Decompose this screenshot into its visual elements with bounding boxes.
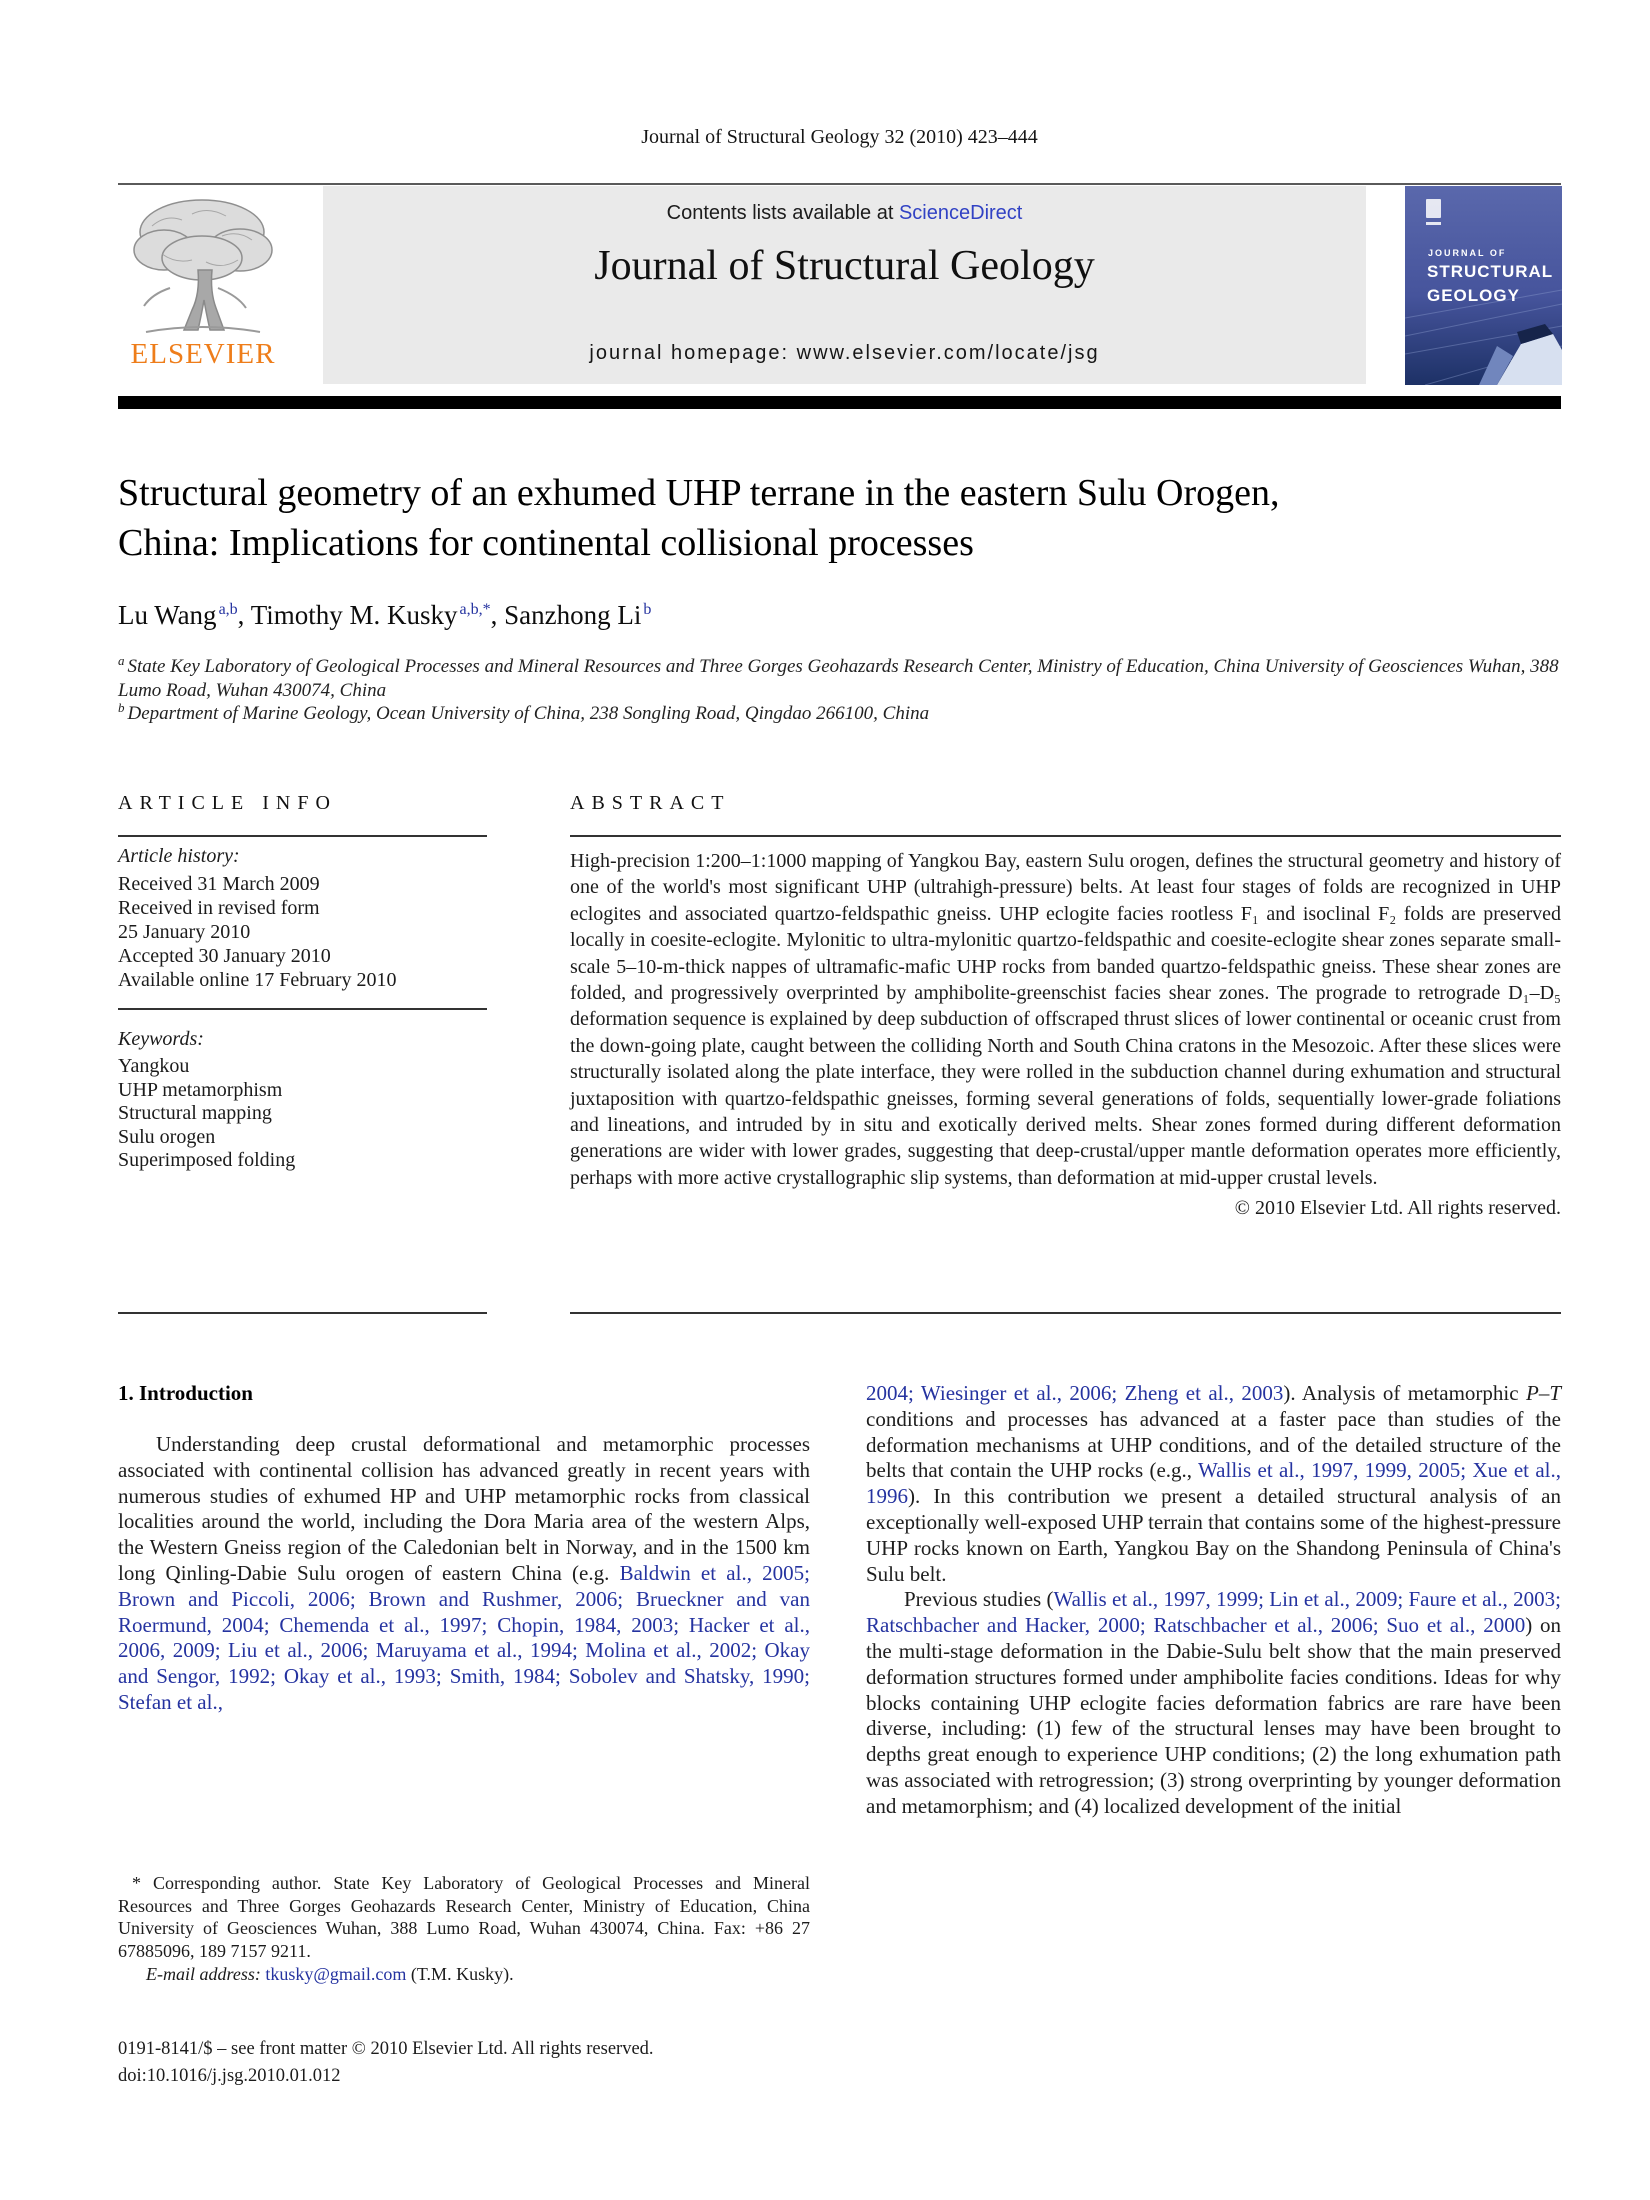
journal-cover-image: [1405, 186, 1562, 385]
abstract-copyright: © 2010 Elsevier Ltd. All rights reserved.: [1234, 1197, 1561, 1220]
text-segment: Understanding deep crustal deformational and metamorphic processes associated with continental collision has advanced greatly in recent years with numerous studies of exhumed HP and UHP metamorphic rocks from classical localities around the world, including the Dora Maria area of the western Alps, the Western Gneiss region of the Caledonian belt in Norway, and in the 1500 km long Qinling-Dabie Sulu orogen of eastern China (e.g.: [118, 1432, 810, 1585]
elsevier-tree-icon: [122, 192, 284, 338]
author: [118, 600, 251, 630]
affiliation-text: Department of Marine Geology, Ocean University of China, 238 Songling Road, Qingdao 266100, China: [127, 703, 930, 724]
author-name: Lu Wang: [118, 600, 217, 630]
keyword-item: Superimposed folding: [118, 1149, 296, 1171]
body-paragraph: [118, 1432, 810, 1716]
rule-article-info-bottom: [118, 1312, 487, 1314]
history-item: Available online 17 February 2010: [118, 969, 397, 991]
body-paragraph: [866, 1587, 1561, 1819]
affiliation-sup: a: [118, 652, 125, 668]
text-segment: E-mail address:: [146, 1964, 266, 1984]
contents-line: [323, 202, 1366, 225]
history-item: 25 January 2010: [118, 921, 251, 943]
article-title: [118, 468, 1518, 568]
text-segment: ). In this contribution we present a detailed structural analysis of an exceptionally well-exposed UHP terrain that contains some of the highest-pressure UHP rocks known on Earth, Yangkou Bay on the Shandong Peninsula of China's Sulu belt.: [866, 1484, 1561, 1586]
text-segment: P–T: [1526, 1381, 1562, 1405]
article-title-line1: Structural geometry of an exhumed UHP terrane in the eastern Sulu Orogen,: [118, 472, 1280, 514]
page-header-citation: Journal of Structural Geology 32 (2010) 423–444: [641, 126, 1038, 148]
author-affiliation-sup[interactable]: b: [643, 601, 652, 618]
sciencedirect-link[interactable]: ScienceDirect: [898, 202, 1023, 224]
keyword-item: Yangkou: [118, 1055, 190, 1077]
elsevier-wordmark: ELSEVIER: [130, 338, 276, 370]
abstract-text: High-precision 1:200–1:1000 mapping of Yangkou Bay, eastern Sulu orogen, defines the structural geometry and history of one of the world's most significant UHP (ultrahigh-pressure) belts. At least four stages of folds are recognized in UHP eclogites and associated quartzo-feldspathic gneiss. UHP eclogite facies rootless F₁ and isoclinal F₂ folds are preserved locally in coesite-eclogite. Mylonitic to ultra-mylonitic quartzo-feldspathic and coesite-eclogite shear zones separate small-scale 5–10-m-thick nappes of ultramafic-mafic UHP rocks from banded quartzo-feldspathic gneiss. These shear zones are folded, and progressively overprinted by amphibolite-greenschist facies shear zones. The prograde to retrograde D₁–D₅ deformation sequence is explained by deep subduction of offscraped thrust slices of lower continental or oceanic crust from the down-going plate, caught between the colliding North and South China cratons in the Mesozoic. After these slices were structurally isolated along the plate interface, they were rolled in the subduction channel during exhumation and structural juxtaposition with quartzo-feldspathic gneisses, forming several generations of folds, sequentially lower-grade foliations and lineations, and intruded by in situ and exotically derived melts. Shear zones formed during different deformation generations are wider with lower grades, suggesting that deep-crustal/upper mantle deformation operates more efficiently, perhaps with more active crystallographic slip systems, than deformation at mid-upper crustal levels.: [570, 850, 1561, 1189]
doi-line: doi:10.1016/j.jsg.2010.01.012: [118, 2066, 341, 2086]
article-history-list: [118, 872, 487, 992]
article-info-heading: ARTICLE INFO: [118, 792, 337, 814]
keywords-label: Keywords:: [118, 1028, 204, 1050]
footnote-text: * Corresponding author. State Key Laboratory of Geological Processes and Mineral Resources and Three Gorges Geohazards Research Center, Ministry of Education, China University of Geosciences Wuhan, 388 Lumo Road, Wuhan 430074, China. Fax: +86 27 67885096, 189 7157 9211.: [118, 1873, 810, 1961]
author-affiliation-sup[interactable]: a,b,*: [459, 601, 491, 618]
author-line: [118, 600, 1518, 631]
article-history-label: Article history:: [118, 845, 240, 867]
affiliation-text: State Key Laboratory of Geological Processes and Mineral Resources and Three Gorges Geohazards Research Center, Ministry of Education, China University of Geosciences Wuhan, 388 Lumo Road, Wuhan 430074, China: [118, 656, 1559, 701]
text-segment: ). Analysis of metamorphic: [1283, 1381, 1526, 1405]
abstract-heading: ABSTRACT: [570, 792, 731, 814]
elsevier-logo: [118, 186, 318, 384]
keyword-item: UHP metamorphism: [118, 1078, 283, 1101]
abstract: [570, 848, 1561, 1222]
separator-bar: [118, 396, 1561, 409]
author-separator: ,: [237, 600, 251, 630]
masthead: [118, 186, 1561, 384]
rule-abstract-bottom: [570, 1312, 1561, 1314]
issn-line: 0191-8141/$ – see front matter © 2010 Elsevier Ltd. All rights reserved.: [118, 2039, 654, 2059]
rule-under-article-info: [118, 835, 487, 837]
journal-name: Journal of Structural Geology: [594, 243, 1095, 289]
citation-link[interactable]: Wallis et al., 1997, 1999, 2005; Xue et al., 1996: [866, 1458, 1561, 1509]
author: [504, 600, 651, 630]
keyword-item: Structural mapping: [118, 1102, 272, 1124]
section-heading-introduction: 1. Introduction: [118, 1381, 253, 1405]
text-segment: (T.M. Kusky).: [406, 1964, 514, 1984]
body-column-left: [118, 1432, 810, 1716]
rule-under-abstract-heading: [570, 835, 1561, 837]
contents-prefix: Contents lists available at: [666, 202, 899, 224]
cover-kicker: JOURNAL OF: [1428, 248, 1507, 258]
body-paragraph: [866, 1381, 1561, 1587]
corresponding-author-footnote: [118, 1872, 810, 1986]
journal-homepage-link[interactable]: journal homepage: www.elsevier.com/locate/jsg: [589, 342, 1100, 364]
text-segment: ) on the multi-stage deformation in the Dabie-Sulu belt show that the main preserved deformation structures formed under amphibolite facies conditions. Ideas for why blocks containing UHP eclogite facies deformation fabrics are rare have been diverse, including: (1) few of the structural lenses may have been brought to depths great enough to experience UHP conditions; (2) the long exhumation path was associated with retrogression; (3) strong overprinting by younger deformation and metamorphism; and (4) localized development of the initial: [866, 1613, 1561, 1818]
author-name: Timothy M. Kusky: [250, 600, 458, 630]
citation-link[interactable]: 2004; Wiesinger et al., 2006; Zheng et al., 2003: [866, 1381, 1284, 1405]
history-item: Accepted 30 January 2010: [118, 945, 331, 967]
affiliation: [118, 699, 1561, 726]
header-rule: [118, 183, 1561, 185]
history-item: Received in revised form: [118, 897, 320, 919]
email-line: [118, 1963, 810, 1986]
author-separator: ,: [490, 600, 505, 630]
article-title-line2: China: Implications for continental collisional processes: [118, 522, 974, 564]
author-name: Sanzhong Li: [504, 600, 642, 630]
masthead-box: [323, 186, 1366, 384]
citation-link[interactable]: Wallis et al., 1997, 1999; Lin et al., 2009; Faure et al., 2003; Ratschbacher and Hacker, 2000; Ratschbacher et al., 2006; Suo et al., 2000: [866, 1587, 1562, 1638]
rule-between-history-keywords: [118, 1008, 487, 1010]
author: [251, 600, 504, 630]
imprint-block: [118, 2036, 1018, 2090]
cover-title-line1: STRUCTURAL: [1427, 262, 1554, 281]
text-segment: conditions and processes has advanced at a faster pace than studies of the deformation mechanisms at UHP conditions, and of the detailed structure of the belts that contain the UHP rocks (e.g.,: [866, 1406, 1561, 1483]
email-link[interactable]: tkusky@gmail.com: [265, 1964, 407, 1984]
author-affiliation-sup[interactable]: a,b: [218, 601, 238, 618]
keywords-list: [118, 1055, 487, 1173]
citation-link[interactable]: Baldwin et al., 2005; Brown and Piccoli, 2006; Brown and Rushmer, 2006; Brueckner and van Roermund, 2004; Chemenda et al., 1997; Chopin, 1984, 2003; Hacker et al., 2006, 2009; Liu et al., 2006; Maruyama et al., 1994; Molina et al., 2002; Okay and Sengor, 1992; Okay et al., 1993; Smith, 1984; Sobolev and Shatsky, 1990; Stefan et al.,: [118, 1560, 810, 1714]
body-column-right: [866, 1381, 1561, 1820]
affiliation-sup: b: [118, 699, 125, 715]
text-segment: Previous studies (: [904, 1587, 1054, 1612]
cover-title-line2: GEOLOGY: [1427, 286, 1520, 305]
keyword-item: Sulu orogen: [118, 1125, 216, 1148]
history-item: Received 31 March 2009: [118, 873, 320, 895]
affiliations: [118, 652, 1561, 726]
affiliation: [118, 652, 1561, 702]
